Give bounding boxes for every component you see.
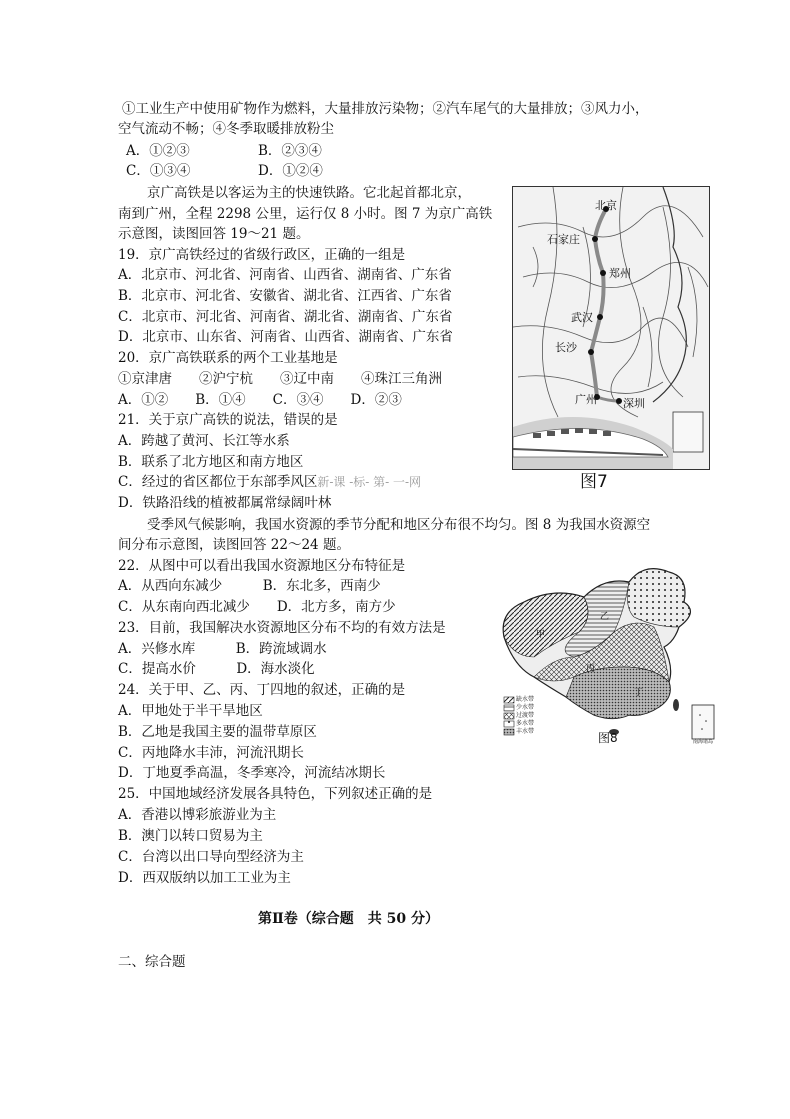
q18-option-d: D．①②④ bbox=[258, 163, 323, 179]
city-label-changsha: 长沙 bbox=[555, 341, 577, 354]
city-label-shenzhen: 深圳 bbox=[623, 397, 645, 410]
inset-label: 南海诸岛 bbox=[693, 739, 714, 745]
q19-option-c: C．北京市、河北省、河南省、湖北省、湖南省、广东省 bbox=[118, 309, 453, 325]
figure-7-caption: 图7 bbox=[580, 472, 608, 492]
q24-option-c: C．丙地降水丰沛，河流汛期长 bbox=[118, 745, 304, 761]
region-label-jia: 甲 bbox=[536, 630, 546, 640]
q21-option-d: D．铁路沿线的植被都属常绿阔叶林 bbox=[118, 495, 332, 511]
watermark-text: 新-课 -标- 第- 一-网 bbox=[317, 475, 422, 489]
q18-stem-line2: 空气流动不畅；④冬季取暖排放粉尘 bbox=[118, 121, 334, 137]
city-dot-shijiazhuang bbox=[592, 236, 598, 242]
legend-item-3: 过渡带 bbox=[516, 712, 535, 719]
water-intro-line1: 受季风气候影响，我国水资源的季节分配和地区分布很不均匀。图 8 为我国水资源空 bbox=[147, 517, 651, 533]
q25-option-b: B．澳门以转口贸易为主 bbox=[118, 828, 263, 844]
q23-options-ab: A．兴修水库 B．跨流域调水 bbox=[118, 641, 327, 657]
q25-option-a: A．香港以博彩旅游业为主 bbox=[118, 807, 277, 823]
q19-option-b: B．北京市、河北省、安徽省、湖北省、江西省、广东省 bbox=[118, 288, 452, 304]
q18-option-b: B．②③④ bbox=[258, 143, 322, 159]
q21-stem: 21．关于京广高铁的说法，错误的是 bbox=[118, 412, 338, 428]
city-dot-shenzhen bbox=[616, 398, 622, 404]
q21-option-c bbox=[118, 473, 421, 491]
city-dot-zhengzhou bbox=[600, 270, 606, 276]
q24-option-a: A．甲地处于半干旱地区 bbox=[118, 703, 263, 719]
city-dot-wuhan bbox=[597, 314, 603, 320]
q23-options-cd: C．提高水价 D．海水淡化 bbox=[118, 661, 315, 677]
q25-option-d: D．西双版纳以加工工业为主 bbox=[118, 870, 291, 886]
city-label-zhengzhou: 郑州 bbox=[609, 267, 631, 280]
q18-stem-line1: ①工业生产中使用矿物作为燃料，大量排放污染物；②汽车尾气的大量排放；③风力小， bbox=[122, 101, 649, 117]
water-intro-line2: 间分布示意图，读图回答 22～24 题。 bbox=[118, 537, 350, 553]
q24-stem: 24．关于甲、乙、丙、丁四地的叙述，正确的是 bbox=[118, 682, 406, 698]
rail-intro-line1: 京广高铁是以客运为主的快速铁路。它北起首都北京， bbox=[147, 185, 471, 201]
q19-stem: 19．京广高铁经过的省级行政区，正确的一组是 bbox=[118, 247, 406, 263]
q19-option-a: A．北京市、河北省、河南省、山西省、湖南省、广东省 bbox=[118, 267, 452, 283]
q21-option-c-text: C．经过的省区都位于东部季风区 bbox=[118, 474, 318, 490]
section-2-subheading: 二、综合题 bbox=[118, 954, 186, 970]
q20-stem: 20．京广高铁联系的两个工业基地是 bbox=[118, 350, 338, 366]
figure-8-water-map bbox=[494, 557, 718, 747]
q22-options-cd: C．从东南向西北减少 D．北方多，南方少 bbox=[118, 599, 396, 615]
q18-option-a: A．①②③ bbox=[126, 143, 190, 159]
legend-item-4: 多水带 bbox=[516, 720, 535, 727]
q22-stem: 22．从图中可以看出我国水资源地区分布特征是 bbox=[118, 558, 406, 574]
rail-intro-line3: 示意图，读图回答 19～21 题。 bbox=[118, 226, 310, 242]
q21-option-b: B．联系了北方地区和南方地区 bbox=[118, 454, 304, 470]
section-2-heading: 第Ⅱ卷（综合题 共 50 分） bbox=[258, 911, 440, 927]
q23-stem: 23．目前，我国解决水资源地区分布不均的有效方法是 bbox=[118, 620, 446, 636]
legend-item-2: 少水带 bbox=[516, 704, 535, 711]
q18-option-c: C．①③④ bbox=[126, 163, 191, 179]
legend-item-5: 丰水带 bbox=[516, 728, 535, 735]
q25-stem: 25．中国地域经济发展各具特色，下列叙述正确的是 bbox=[118, 786, 433, 802]
rail-intro-line2: 南到广州，全程 2298 公里，运行仅 8 小时。图 7 为京广高铁 bbox=[118, 206, 493, 222]
city-label-beijing: 北京 bbox=[595, 199, 617, 212]
rail-map-drawing bbox=[513, 187, 709, 469]
city-label-guangzhou: 广州 bbox=[575, 393, 597, 406]
city-dot-changsha bbox=[588, 349, 594, 355]
q22-options-ab: A．从西向东减少 B．东北多，西南少 bbox=[118, 578, 381, 594]
figure-8-caption: 图8 bbox=[598, 731, 618, 745]
q19-option-d: D．北京市、山东省、河南省、山西省、湖南省、广东省 bbox=[118, 329, 453, 345]
legend-item-1: 缺水带 bbox=[516, 696, 535, 703]
city-label-wuhan: 武汉 bbox=[571, 311, 593, 324]
figure-7-rail-map bbox=[512, 186, 710, 470]
q20-options: A．①② B．①④ C．③④ D．②③ bbox=[118, 392, 402, 408]
q25-option-c: C．台湾以出口导向型经济为主 bbox=[118, 849, 304, 865]
q20-items: ①京津唐 ②沪宁杭 ③辽中南 ④珠江三角洲 bbox=[118, 371, 442, 387]
region-label-ding: 丁 bbox=[634, 688, 644, 698]
region-label-yi: 乙 bbox=[600, 612, 610, 622]
region-label-bing: 丙 bbox=[586, 664, 596, 674]
q21-option-a: A．跨越了黄河、长江等水系 bbox=[118, 433, 290, 449]
q24-option-b: B．乙地是我国主要的温带草原区 bbox=[118, 724, 317, 740]
city-label-shijiazhuang: 石家庄 bbox=[547, 233, 580, 246]
q24-option-d: D．丁地夏季高温，冬季寒冷，河流结冰期长 bbox=[118, 765, 386, 781]
